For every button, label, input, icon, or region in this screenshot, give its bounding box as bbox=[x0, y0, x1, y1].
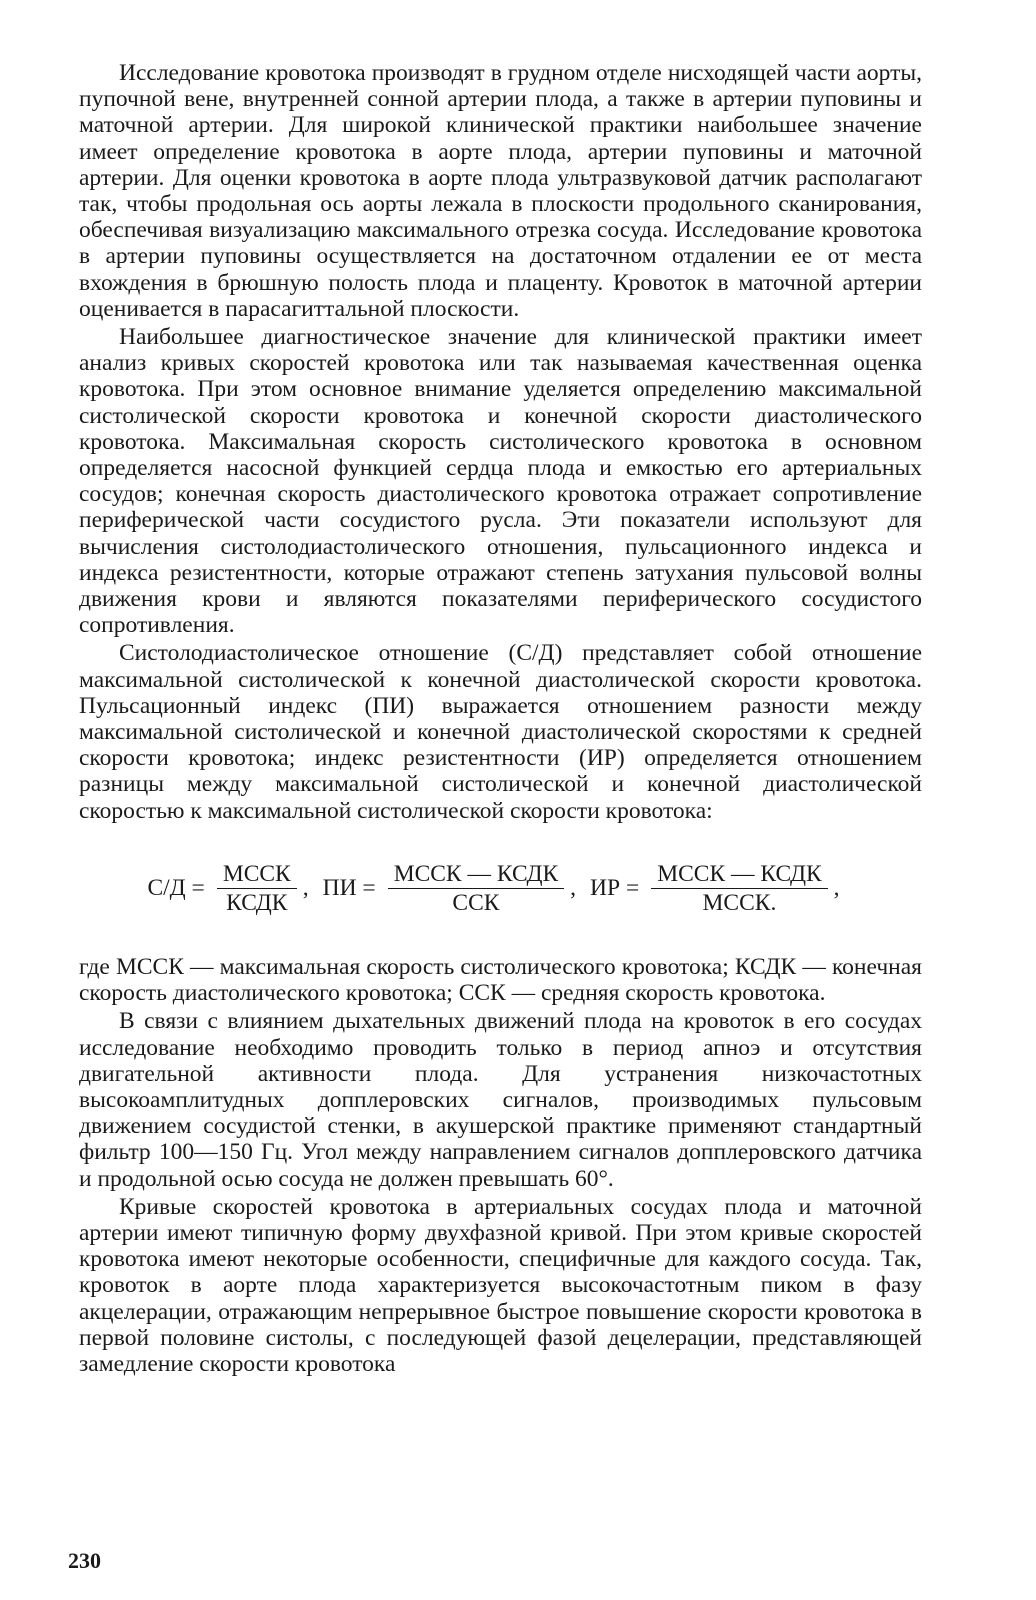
fraction bbox=[388, 862, 564, 915]
paragraph-3: Систолодиастолическое отношение (С/Д) представляет собой отношение максимальной систолической к конечной диастолической скорости кровотока. Пульсационный индекс (ПИ) выражается отношением разности между максимальной систолической и конечной диастолической скоростями к средней скорости кровотока; индекс резистентности (ИР) определяется отношением разницы между максимальной систолической и конечной диастолической скоростью к максимальной систолической скорости кровотока: bbox=[79, 640, 922, 824]
fraction-numerator: МССК bbox=[217, 862, 297, 889]
paragraph-4: где МССК — максимальная скорость систолического кровотока; КСДК — конечная скорость диастолического кровотока; ССК — средняя скорость кровотока. bbox=[79, 953, 922, 1007]
fraction bbox=[217, 862, 297, 915]
fraction-numerator: МССК — КСДК bbox=[388, 862, 564, 889]
paragraph-2: Наибольшее диагностическое значение для клинической практики имеет анализ кривых скоростей кровотока или так называемая качественная оценка кровотока. При этом основное внимание уделяется определению максимальной систолической скорости кровотока и конечной скорости диастолического кровотока. Максимальная скорость систолического кровотока в основном определяется насосной функцией сердца плода и емкостью его артериальных сосудов; конечная скорость диастолического кровотока отражает сопротивление периферической части сосудистого русла. Эти показатели используют для вычисления систолодиастолического отношения, пульсационного индекса и индекса резистентности, которые отражают степень затухания пульсовой волны движения крови и являются показателями периферического сосудистого сопротивления. bbox=[79, 324, 922, 639]
formula-name: С/Д = bbox=[147, 875, 205, 902]
fraction bbox=[651, 862, 827, 915]
formula-name: ИР = bbox=[590, 875, 640, 902]
fraction-denominator: МССК. bbox=[702, 890, 777, 917]
formula-separator: , bbox=[302, 875, 309, 902]
fraction-numerator: МССК — КСДК bbox=[651, 862, 827, 889]
formula-separator: , bbox=[570, 875, 577, 902]
formula-name: ПИ = bbox=[322, 875, 376, 902]
paragraph-5: В связи с влиянием дыхательных движений плода на кровоток в его сосудах исследование необходимо проводить только в период апноэ и отсутствия двигательной активности плода. Для устранения низкочастотных высокоамплитудных допплеровских сигналов, производимых пульсовым движением сосудистой стенки, в акушерской практике применяют стандартный фильтр 100—150 Гц. Угол между направлением сигналов допплеровского датчика и продольной осью сосуда не должен превышать 60°. bbox=[79, 1008, 922, 1192]
fraction-denominator: КСДК bbox=[226, 890, 288, 917]
page-number: 230 bbox=[68, 1548, 101, 1573]
formula-separator: , bbox=[833, 875, 840, 902]
formula-pi bbox=[323, 862, 590, 915]
page-body bbox=[79, 60, 922, 1377]
formula-ir bbox=[590, 862, 854, 915]
paragraph-1: Исследование кровотока производят в грудном отделе нисходящей части аорты, пупочной вене, внутренней сонной артерии плода, а также в артерии пуповины и маточной артерии. Для широкой клинической практики наибольшее значение имеет определение кровотока в аорте плода, артерии пуповины и маточной артерии. Для оценки кровотока в аорте плода ультразвуковой датчик располагают так, чтобы продольная ось аорты лежала в плоскости продольного сканирования, обеспечивая визуализацию максимального отрезка сосуда. Исследование кровотока в артерии пуповины осуществляется на достаточном отдалении ее от места вхождения в брюшную полость плода и плаценту. Кровоток в маточной артерии оценивается в парасагиттальной плоскости. bbox=[79, 60, 922, 322]
formula-block bbox=[79, 824, 922, 954]
formula-sd bbox=[147, 862, 322, 915]
paragraph-6: Кривые скоростей кровотока в артериальных сосудах плода и маточной артерии имеют типичную форму двухфазной кривой. При этом кривые скоростей кровотока имеют некоторые особенности, специфичные для каждого сосуда. Так, кровоток в аорте плода характеризуется высокочастотным пиком в фазу акцелерации, отражающим непрерывное быстрое повышение скорости кровотока в первой половине систолы, с последующей фазой децелерации, представляющей замедление скорости кровотока bbox=[79, 1193, 922, 1377]
fraction-denominator: ССК bbox=[452, 890, 500, 917]
